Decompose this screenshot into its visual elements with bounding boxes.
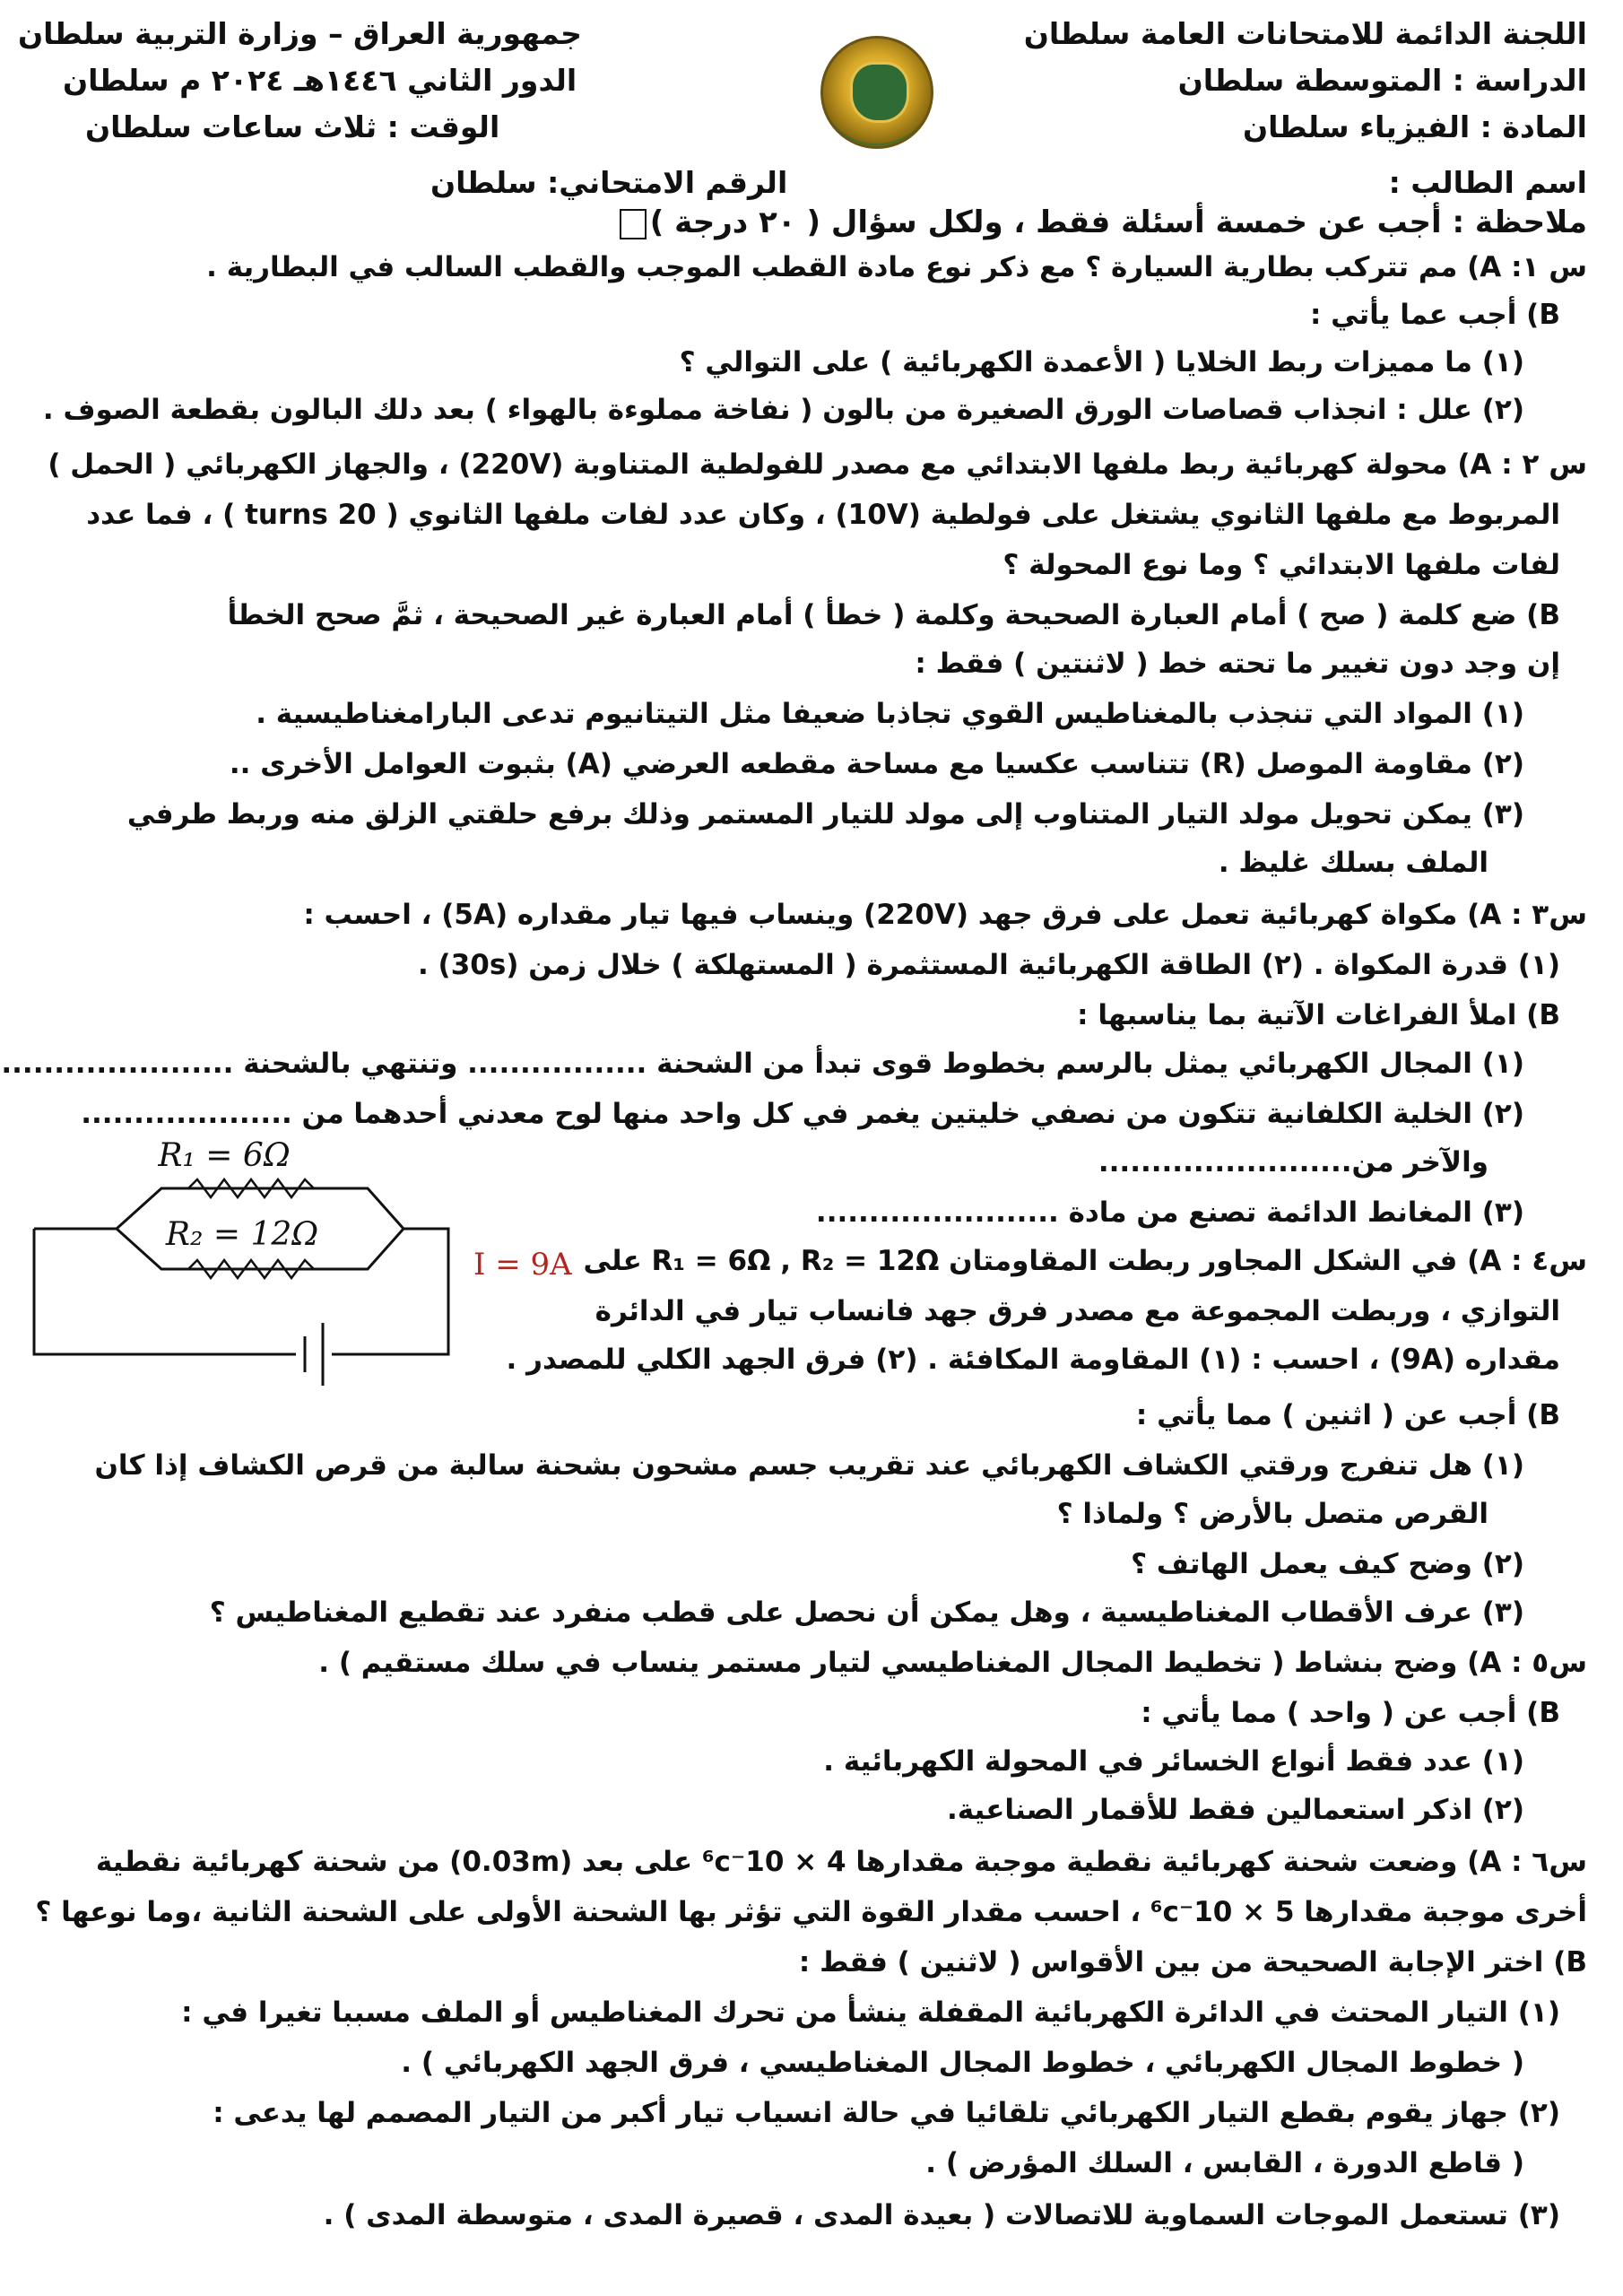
checkbox-icon [620, 209, 647, 239]
q1-b: B) أجب عما يأتي : [1309, 299, 1560, 331]
q3-b: B) املأ الفراغات الآتية بما يناسبها : [1077, 999, 1560, 1031]
q3-a: س٣ : A) مكواة كهربائية تعمل على فرق جهد (220V) وينساب فيها تيار مقداره (5A) ، احسب : [303, 899, 1587, 931]
q2-b-item3: (٣) يمكن تحويل مولد التيار المتناوب إلى مولد للتيار المستمر وذلك برفع حلقتي الزلق منه وربط طرفي [126, 798, 1524, 831]
q3-b3: (٣) المغانط الدائمة تصنع من مادة ....................... [815, 1196, 1524, 1229]
student-name-label: اسم الطالب : [1388, 165, 1587, 200]
header-ministry: جمهورية العراق – وزارة التربية سلطان [18, 16, 582, 51]
q6-b: B) اختر الإجابة الصحيحة من بين الأقواس ( لاثنين ) فقط : [798, 1946, 1587, 1979]
header-subject: المادة : الفيزياء سلطان [1242, 109, 1587, 144]
q4-b2: (٢) وضح كيف يعمل الهاتف ؟ [1131, 1548, 1524, 1580]
q2-b-item2: (٢) مقاومة الموصل (R) تتناسب عكسيا مع مساحة مقطعه العرضي (A) بثبوت العوامل الأخرى .. [229, 748, 1524, 780]
r2-label: R₂ = 12Ω [165, 1216, 319, 1253]
q2-b2: إن وجد دون تغيير ما تحته خط ( لاثنتين ) فقط : [915, 648, 1560, 680]
q3-a-items: (١) قدرة المكواة . (٢) الطاقة الكهربائية المستثمرة ( المستهلكة ) خلال زمن (30s) . [417, 949, 1560, 981]
q3-b1: (١) المجال الكهربائي يمثل بالرسم بخطوط قوى تبدأ من الشحنة ................. وتنتهي بالشحنة ...................... [1, 1048, 1524, 1080]
q3-b2: (٢) الخلية الكلفانية تتكون من نصفي خليتين يغمر في كل واحد منها لوح معدني أحدهما من .................... [81, 1098, 1524, 1130]
q2-b-item1: (١) المواد التي تنجذب بالمغناطيس القوي تجاذبا ضعيفا مثل التيتانيوم تدعى البارامغناطيسية . [256, 698, 1524, 730]
q4-a2: التوازي ، وربطت المجموعة مع مصدر فرق جهد فانساب تيار في الدائرة [595, 1295, 1560, 1327]
q2-a2: المربوط مع ملفها الثانوي يشتغل على فولطية (10V) ، وكان عدد لفات ملفها الثانوي ( 20 turns ) ، فما عدد [86, 499, 1560, 531]
q4-b3: (٣) عرف الأقطاب المغناطيسية ، وهل يمكن أن نحصل على قطب منفرد عند تقطيع المغناطيس ؟ [209, 1596, 1524, 1629]
current-label: I = 9A [473, 1247, 572, 1283]
q4-b: B) أجب عن ( اثنين ) مما يأتي : [1135, 1399, 1560, 1431]
q4-b1: (١) هل تنفرج ورقتي الكشاف الكهربائي عند تقريب جسم مشحون بشحنة سالبة من قرص الكشاف إذا كان [94, 1449, 1524, 1482]
q6-b2: (٢) جهاز يقوم بقطع التيار الكهربائي تلقائيا في حالة انسياب تيار أكبر من التيار المصمم لها يدعى : [213, 2097, 1560, 2129]
q5-b2: (٢) اذكر استعمالين فقط للأقمار الصناعية. [946, 1794, 1524, 1826]
header-time: الوقت : ثلاث ساعات سلطان [85, 109, 500, 144]
q4-b1-cont: القرص متصل بالأرض ؟ ولماذا ؟ [1056, 1498, 1488, 1530]
header-study: الدراسة : المتوسطة سلطان [1177, 63, 1587, 98]
exam-number-label: الرقم الامتحاني: سلطان [430, 165, 788, 200]
q2-a3: لفات ملفها الابتدائي ؟ وما نوع المحولة ؟ [1002, 549, 1560, 581]
r1-label: R₁ = 6Ω [158, 1139, 291, 1174]
q5-a: س٥ : A) وضح بنشاط ( تخطيط المجال المغناطيسي لتيار مستمر ينساب في سلك مستقيم ) . [318, 1647, 1587, 1679]
q6-a2: أخرى موجبة مقدارها 5 × 10⁻⁶c ، احسب مقدار القوة التي تؤثر بها الشحنة الأولى على الشحنة الثانية ،وما نوعها ؟ [35, 1896, 1587, 1928]
q6-a1: س٦ : A) وضعت شحنة كهربائية نقطية موجبة مقدارها 4 × 10⁻⁶c على بعد (0.03m) من شحنة كهربائية نقطية [95, 1846, 1587, 1878]
q6-b2-options: ( قاطع الدورة ، القابس ، السلك المؤرض ) . [925, 2147, 1524, 2179]
q4-a3: مقداره (9A) ، احسب : (١) المقاومة المكافئة . (٢) فرق الجهد الكلي للمصدر . [506, 1344, 1560, 1376]
q6-b1: (١) التيار المحتث في الدائرة الكهربائية المقفلة ينشأ من تحرك المغناطيس أو الملف مسببا تغيرا في : [181, 1996, 1560, 2029]
q1-b1: (١) ما مميزات ربط الخلايا ( الأعمدة الكهربائية ) على التوالي ؟ [679, 346, 1524, 378]
ministry-seal-icon [820, 36, 933, 149]
q1-a: س ١: A) مم تتركب بطارية السيارة ؟ مع ذكر نوع مادة القطب الموجب والقطب السالب في البطارية . [206, 251, 1587, 283]
q2-b-item3-cont: الملف بسلك غليظ . [1218, 847, 1488, 879]
q3-b2-cont: والآخر من........................ [1098, 1146, 1488, 1178]
q6-b3: (٣) تستعمل الموجات السماوية للاتصالات ( بعيدة المدى ، قصيرة المدى ، متوسطة المدى ) . [323, 2199, 1560, 2231]
q4-a1: س٤ : A) في الشكل المجاور ربطت المقاومتان R₁ = 6Ω , R₂ = 12Ω على [583, 1245, 1587, 1277]
q2-b1: B) ضع كلمة ( صح ) أمام العبارة الصحيحة وكلمة ( خطأ ) أمام العبارة غير الصحيحة ، ثمَّ صحح الخطأ [227, 599, 1560, 631]
q1-b2: (٢) علل : انجذاب قصاصات الورق الصغيرة من بالون ( نفاخة مملوءة بالهواء ) بعد دلك البالون بقطعة الصوف . [42, 394, 1524, 426]
parallel-circuit-diagram [27, 1139, 475, 1408]
q6-b1-options: ( خطوط المجال الكهربائي ، خطوط المجال المغناطيسي ، فرق الجهد الكهربائي ) . [401, 2047, 1524, 2079]
header-committee: اللجنة الدائمة للامتحانات العامة سلطان [1023, 16, 1587, 51]
q5-b1: (١) عدد فقط أنواع الخسائر في المحولة الكهربائية . [823, 1745, 1524, 1778]
note-line: ملاحظة : أجب عن خمسة أسئلة فقط ، ولكل سؤال ( ٢٠ درجة ) [36, 204, 1587, 241]
header-session: الدور الثاني ١٤٤٦هـ ٢٠٢٤ م سلطان [63, 63, 577, 98]
q2-a1: س ٢ : A) محولة كهربائية ربط ملفها الابتدائي مع مصدر للفولطية المتناوبة (220V) ، والجهاز الكهربائي ( الحمل ) [48, 448, 1587, 481]
q5-b: B) أجب عن ( واحد ) مما يأتي : [1141, 1697, 1560, 1729]
